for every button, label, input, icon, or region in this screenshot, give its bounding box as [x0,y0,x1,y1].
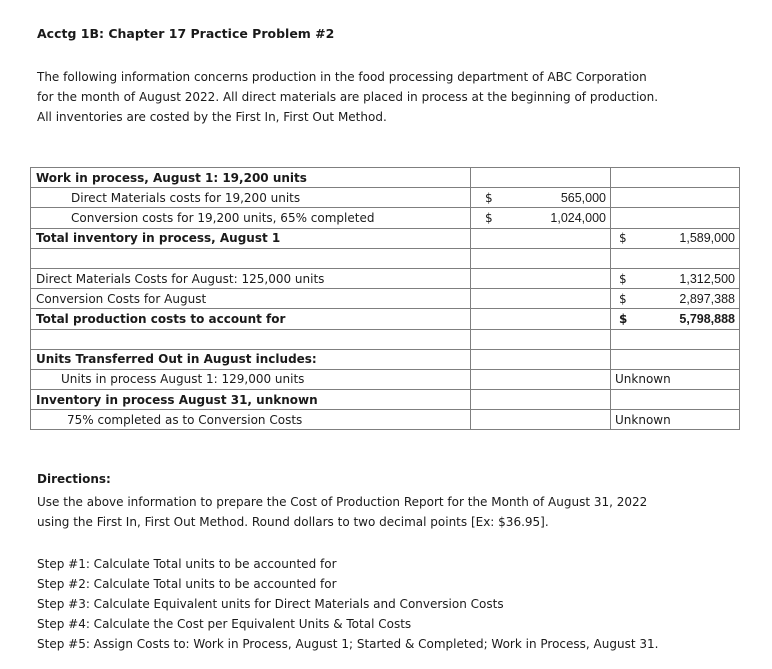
empty-cell [471,268,611,288]
dm-cost-value: 565,000 [560,190,606,205]
dm-august-value: 1,312,500 [679,271,735,286]
units-in-process-label: Units in process August 1: 129,000 units [31,369,471,389]
empty-cell [31,329,471,349]
empty-cell [471,228,611,248]
empty-cell [471,349,611,369]
currency-symbol: $ [619,231,627,246]
step-item: Step #2: Calculate Total units to be accounted for [37,577,337,591]
cc-august-label: Conversion Costs for August [31,289,471,309]
dm-cost-label: Direct Materials costs for 19,200 units [31,188,471,208]
intro-line: for the month of August 2022. All direct materials are placed in process at the beginning of production. [37,90,659,104]
table-row [31,228,740,248]
directions-heading: Directions: [37,472,111,486]
empty-cell [611,248,740,268]
empty-cell [611,390,740,410]
total-production-label: Total production costs to account for [31,309,471,329]
empty-cell [611,329,740,349]
empty-cell [471,289,611,309]
directions-line: Use the above information to prepare the Cost of Production Report for the Month of August 31, 2022 [37,495,648,509]
empty-cell [471,248,611,268]
directions-line: using the First In, First Out Method. Round dollars to two decimal points [Ex: $36.95]. [37,515,549,529]
empty-cell [611,168,740,188]
intro-paragraph [37,67,737,127]
cc-cost-cell [471,208,611,228]
cc-august-cell [611,289,740,309]
table-row [31,208,740,228]
total-inventory-value: 1,589,000 [679,231,735,246]
currency-symbol: $ [619,291,627,306]
steps-list [37,554,658,654]
empty-cell [611,208,740,228]
currency-symbol: $ [485,210,493,225]
dm-august-label: Direct Materials Costs for August: 125,000 units [31,268,471,288]
completed-conversion-value: Unknown [611,410,740,430]
empty-cell [471,390,611,410]
completed-conversion-label: 75% completed as to Conversion Costs [31,410,471,430]
currency-symbol: $ [619,311,628,326]
table-row [31,168,740,188]
table-row [31,349,740,369]
table-row [31,329,740,349]
step-item: Step #1: Calculate Total units to be accounted for [37,557,337,571]
empty-cell [611,188,740,208]
cc-august-value: 2,897,388 [679,291,735,306]
total-production-cell [611,309,740,329]
dm-august-cell [611,268,740,288]
cc-cost-value: 1,024,000 [550,210,606,225]
cc-cost-label: Conversion costs for 19,200 units, 65% completed [31,208,471,228]
wip-header-label: Work in process, August 1: 19,200 units [31,168,471,188]
total-production-value: 5,798,888 [679,311,735,326]
units-transferred-label: Units Transferred Out in August includes: [31,349,471,369]
empty-cell [31,248,471,268]
empty-cell [471,329,611,349]
table-row [31,369,740,389]
step-item: Step #4: Calculate the Cost per Equivalent Units & Total Costs [37,617,412,631]
dm-cost-cell [471,188,611,208]
table-row [31,309,740,329]
inventory-august-label: Inventory in process August 31, unknown [31,390,471,410]
empty-cell [611,349,740,369]
directions-text [37,492,647,532]
empty-cell [471,168,611,188]
table-row [31,410,740,430]
page-title: Acctg 1B: Chapter 17 Practice Problem #2 [37,26,335,41]
currency-symbol: $ [619,271,627,286]
step-item: Step #5: Assign Costs to: Work in Process, August 1; Started & Completed; Work in Process, August 31. [37,637,659,651]
production-data-table [30,167,740,430]
table-row [31,268,740,288]
currency-symbol: $ [485,190,493,205]
table-row [31,248,740,268]
empty-cell [471,410,611,430]
table-row [31,188,740,208]
step-item: Step #3: Calculate Equivalent units for Direct Materials and Conversion Costs [37,597,504,611]
table-row [31,390,740,410]
total-inventory-cell [611,228,740,248]
units-in-process-value: Unknown [611,369,740,389]
table-row [31,289,740,309]
intro-line: All inventories are costed by the First In, First Out Method. [37,110,387,124]
empty-cell [471,369,611,389]
total-inventory-label: Total inventory in process, August 1 [31,228,471,248]
intro-line: The following information concerns production in the food processing department of ABC Corporation [37,70,647,84]
empty-cell [471,309,611,329]
